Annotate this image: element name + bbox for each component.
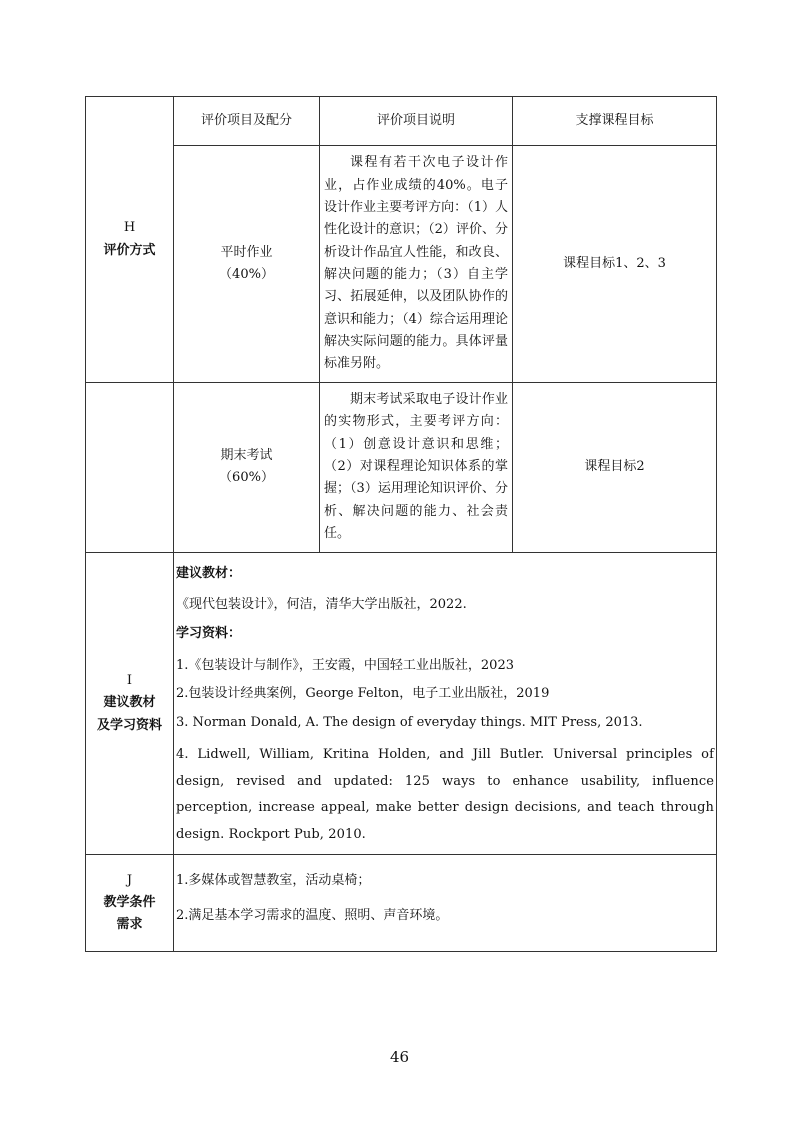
assessment-description-text: 课程有若干次电子设计作业，占作业成绩的40%。电子设计作业主要考评方向：（1）人性化设计的意识；（2）评价、分析设计作品宜人性能，和改良、解决问题的能力；（3）自主学习、拓展延伸，以及团队协作的意识和能力；（4）综合运用理论解决实际问题的能力。具体评量标准另附。 xyxy=(324,155,508,372)
header-course-goal: 支撑课程目标 xyxy=(513,97,717,146)
section-h-label xyxy=(86,97,174,383)
assessment-goal-final: 课程目标2 xyxy=(513,383,717,553)
material-entry-1: 1.《包装设计与制作》，王安霞，中国轻工业出版社，2023 xyxy=(176,657,514,673)
section-i-label xyxy=(86,552,174,855)
section-j-label xyxy=(86,855,174,952)
assessment-item-name: 期末考试 xyxy=(220,448,273,464)
section-i-title-line2: 及学习资料 xyxy=(96,717,162,733)
section-j-title-line2: 需求 xyxy=(116,917,143,933)
materials-heading: 学习资料： xyxy=(176,626,242,642)
assessment-item-weight: （40%） xyxy=(219,267,274,282)
section-i-title-line1: 建议教材 xyxy=(103,695,156,711)
material-entry-3: 3. Norman Donald, A. The design of everyday things. MIT Press, 2013. xyxy=(176,715,643,731)
textbook-entry: 《现代包装设计》，何洁，清华大学出版社，2022. xyxy=(176,596,467,612)
assessment-goal-regular: 课程目标1、2、3 xyxy=(513,146,717,383)
section-i-letter: I xyxy=(126,673,133,689)
assessment-description-text: 期末考试采取电子设计作业的实物形式，主要考评方向：（1）创意设计意识和思维；（2）对课程理论知识体系的掌握；（3）运用理论知识评价、分析、解决问题的能力、社会责任。 xyxy=(324,392,508,542)
assessment-description-final xyxy=(320,383,513,553)
assessment-description-regular xyxy=(320,146,513,383)
section-h-letter: H xyxy=(123,220,136,236)
assessment-item-final xyxy=(174,383,320,553)
section-j-letter: J xyxy=(126,873,133,889)
assessment-item-name: 平时作业 xyxy=(220,244,273,260)
condition-entry-2: 2.满足基本学习需求的温度、照明、声音环境。 xyxy=(176,908,449,924)
condition-entry-1: 1.多媒体或智慧教室，活动桌椅； xyxy=(176,873,371,889)
material-entry-4: 4. Lidwell, William, Kritina Holden, and Jill Butler. Universal principles of design, revised and updated: 125 ways to enhance usability, influence perception, increase appeal, make better design decisions, and teach through design. Rockport Pub, 2010. xyxy=(176,746,714,842)
header-item-weight: 评价项目及配分 xyxy=(174,97,320,146)
assessment-item-weight: （60%） xyxy=(219,470,274,486)
header-item-description: 评价项目说明 xyxy=(320,97,513,146)
assessment-item-regular xyxy=(174,146,320,383)
section-j-title-line1: 教学条件 xyxy=(103,895,156,911)
textbook-heading: 建议教材： xyxy=(176,565,242,581)
materials-cell xyxy=(174,552,717,855)
section-h-title: 评价方式 xyxy=(103,242,156,258)
material-entry-2: 2.包装设计经典案例，George Felton，电子工业出版社，2019 xyxy=(176,686,550,702)
section-h-label-continued xyxy=(86,383,174,553)
conditions-cell xyxy=(174,855,717,952)
page-number: 46 xyxy=(389,1048,410,1066)
course-table xyxy=(85,96,717,952)
